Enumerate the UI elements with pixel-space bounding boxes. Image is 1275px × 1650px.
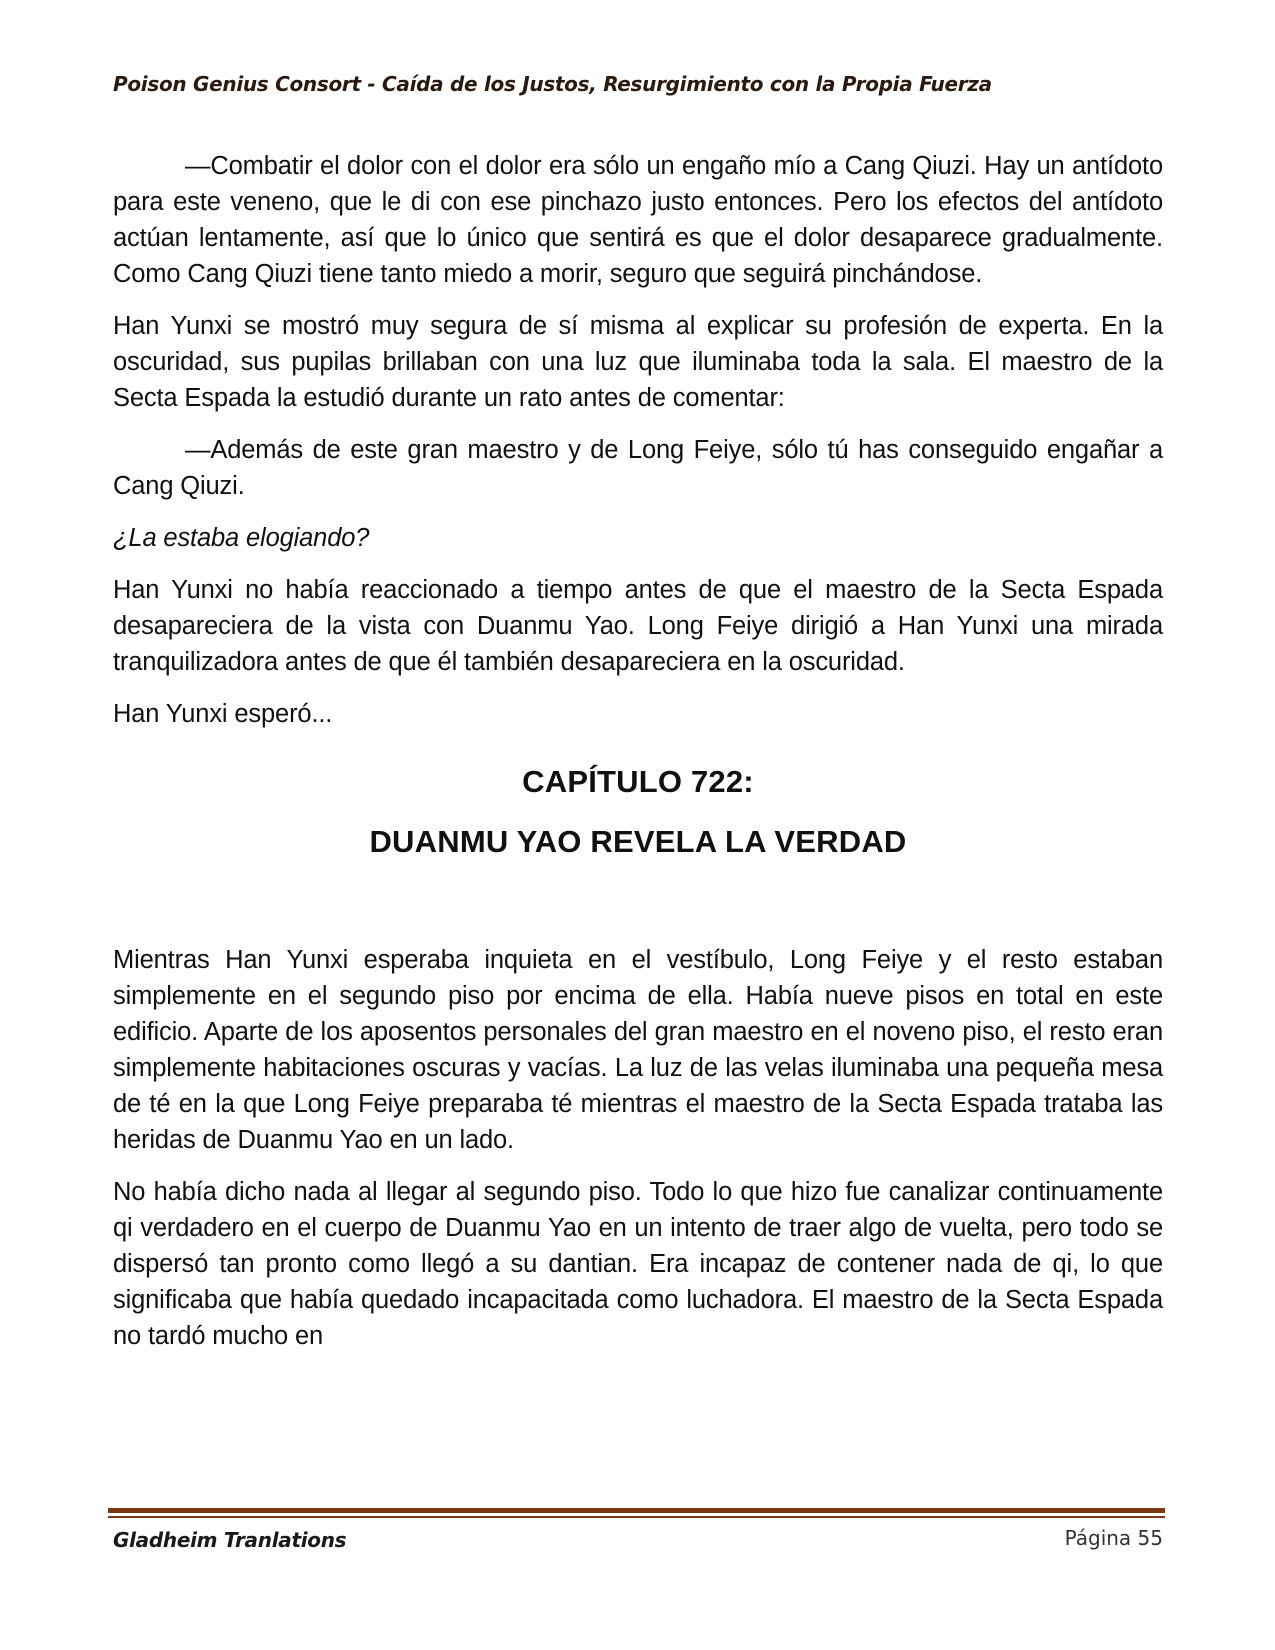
paragraph-chapter-1: Mientras Han Yunxi esperaba inquieta en el vestíbulo, Long Feiye y el resto estaban simplemente en el segundo piso por encima de ella. Había nueve pisos en total en este edificio. Aparte de los aposentos personales del gran maestro en el noveno piso, el resto eran simplemente habitaciones oscuras y vacías. La luz de las velas iluminaba una pequeña mesa de té en la que Long Feiye preparaba té mientras el maestro de la Secta Espada trataba las heridas de Duanmu Yao en un lado. xyxy=(113,946,1163,1154)
page-number: Página 55 xyxy=(1064,1526,1163,1550)
page-content xyxy=(113,148,1163,1370)
paragraph-dialogue-antidote: —Combatir el dolor con el dolor era sólo un engaño mío a Cang Qiuzi. Hay un antídoto para este veneno, que le di con ese pinchazo justo entonces. Pero los efectos del antídoto actúan lentamente, así que lo único que sentirá es que el dolor desaparece gradualmente. Como Cang Qiuzi tiene tanto miedo a morir, seguro que seguirá pinchándose. xyxy=(113,152,1163,288)
paragraph-han-yunxi-confident: Han Yunxi se mostró muy segura de sí misma al explicar su profesión de experta. En la oscuridad, sus pupilas brillaban con una luz que iluminaba toda la sala. El maestro de la Secta Espada la estudió durante un rato antes de comentar: xyxy=(113,312,1163,412)
paragraph-disappear: Han Yunxi no había reaccionado a tiempo antes de que el maestro de la Secta Espada desapareciera de la vista con Duanmu Yao. Long Feiye dirigió a Han Yunxi una mirada tranquilizadora antes de que él también desapareciera en la oscuridad. xyxy=(113,576,1163,676)
footer-divider-thin xyxy=(108,1516,1165,1518)
chapter-title: DUANMU YAO REVELA LA VERDAD xyxy=(369,824,907,859)
footer-translator: Gladheim Tranlations xyxy=(113,1528,347,1552)
paragraph-waited: Han Yunxi esperó... xyxy=(113,700,333,728)
footer-divider xyxy=(108,1508,1165,1520)
footer-divider-thick xyxy=(108,1508,1165,1513)
paragraph-thought: ¿La estaba elogiando? xyxy=(113,524,370,552)
paragraph-dialogue-master: —Además de este gran maestro y de Long Feiye, sólo tú has conseguido engañar a Cang Qiuzi. xyxy=(113,436,1163,500)
page-header: Poison Genius Consort - Caída de los Justos, Resurgimiento con la Propia Fuerza xyxy=(113,72,992,96)
chapter-number: CAPÍTULO 722: xyxy=(522,764,754,799)
paragraph-chapter-2: No había dicho nada al llegar al segundo piso. Todo lo que hizo fue canalizar continuamente qi verdadero en el cuerpo de Duanmu Yao en un intento de traer algo de vuelta, pero todo se dispersó tan pronto como llegó a su dantian. Era incapaz de contener nada de qi, lo que significaba que había quedado incapacitada como luchadora. El maestro de la Secta Espada no tardó mucho en xyxy=(113,1178,1163,1350)
